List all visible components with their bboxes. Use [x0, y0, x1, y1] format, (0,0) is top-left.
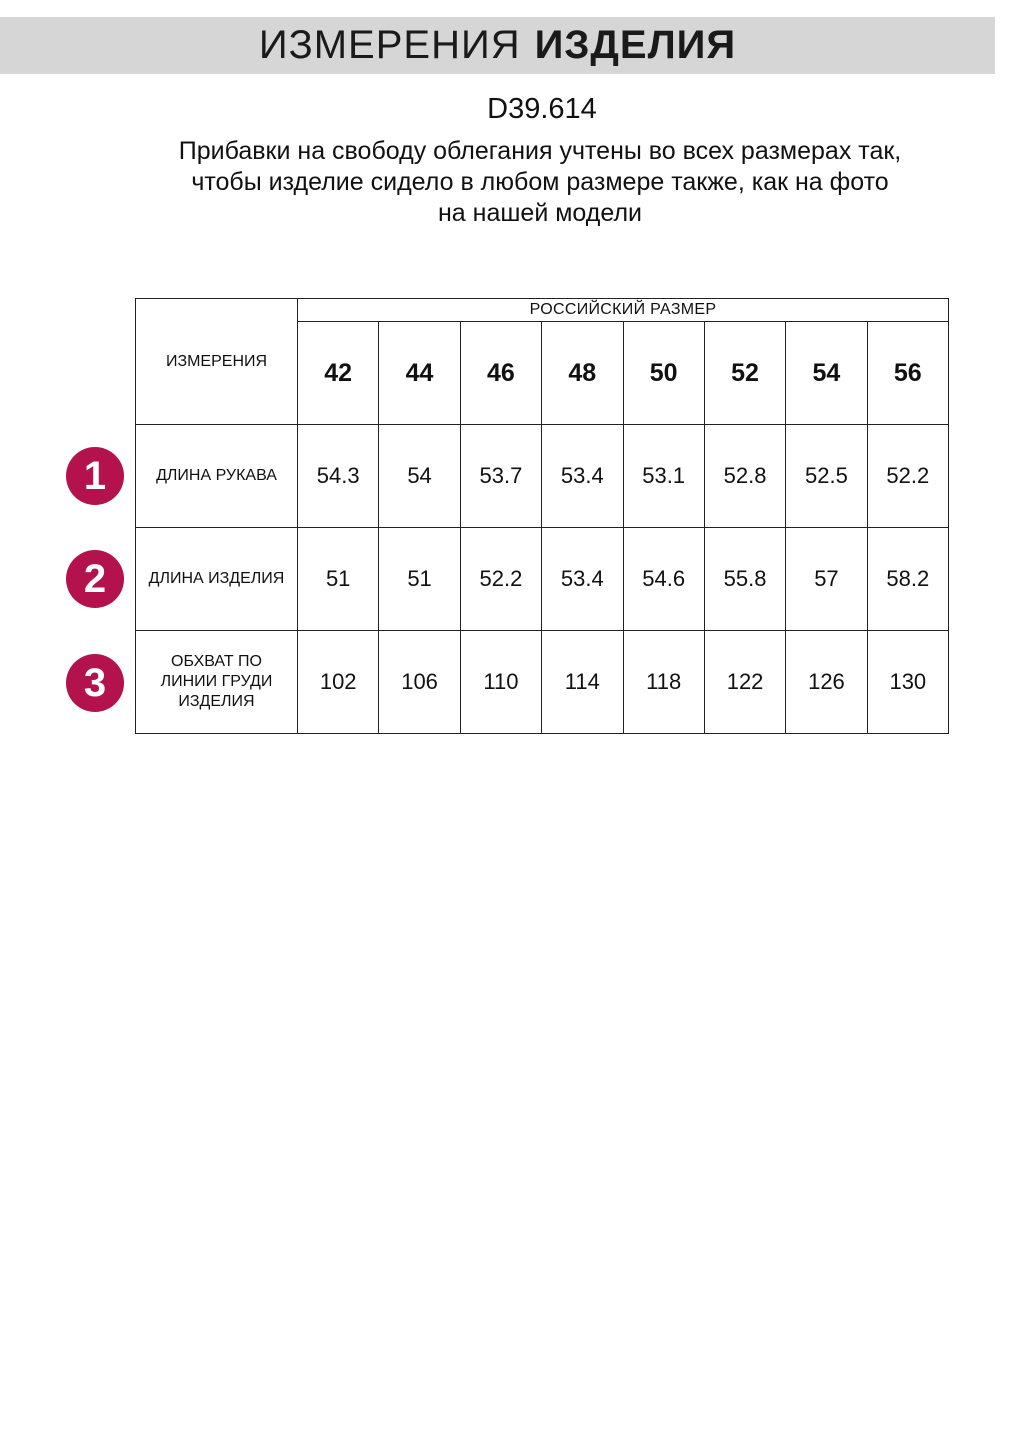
- table-cell: 118: [623, 631, 704, 734]
- row-label-chest-circumference: [136, 631, 298, 734]
- title-bold: ИЗДЕЛИЯ: [534, 23, 737, 67]
- table-cell: 52.2: [867, 425, 948, 528]
- row-number-badge: 2: [66, 550, 124, 608]
- row-label-line: ИЗДЕЛИЯ: [178, 693, 255, 710]
- table-row: [136, 528, 949, 631]
- table-cell: 53.7: [460, 425, 541, 528]
- size-header: 54: [786, 322, 867, 425]
- table-cell: 53.4: [542, 528, 623, 631]
- row-number-badge: 1: [66, 447, 124, 505]
- table-cell: 53.4: [542, 425, 623, 528]
- size-table: [135, 298, 949, 734]
- row-label-line: ОБХВАТ ПО: [171, 653, 262, 670]
- page-title-banner: [0, 17, 995, 74]
- title-regular: ИЗМЕРЕНИЯ: [258, 23, 521, 67]
- table-cell: 126: [786, 631, 867, 734]
- size-group-header: РОССИЙСКИЙ РАЗМЕР: [298, 299, 949, 322]
- table-cell: 54: [379, 425, 460, 528]
- fit-note-line: чтобы изделие сидело в любом размере также, как на фото: [191, 168, 889, 196]
- row-label-garment-length: ДЛИНА ИЗДЕЛИЯ: [136, 528, 298, 631]
- size-header: 52: [704, 322, 785, 425]
- table-cell: 51: [379, 528, 460, 631]
- size-header: 46: [460, 322, 541, 425]
- size-header: 50: [623, 322, 704, 425]
- fit-note-line: на нашей модели: [438, 199, 642, 227]
- row-label-sleeve-length: ДЛИНА РУКАВА: [136, 425, 298, 528]
- size-header: 42: [298, 322, 379, 425]
- table-cell: 130: [867, 631, 948, 734]
- table-cell: 114: [542, 631, 623, 734]
- size-header: 44: [379, 322, 460, 425]
- table-row: [136, 425, 949, 528]
- table-cell: 102: [298, 631, 379, 734]
- fit-note-line: Прибавки на свободу облегания учтены во всех размерах так,: [178, 137, 902, 165]
- product-code: D39.614: [487, 93, 597, 125]
- table-cell: 52.5: [786, 425, 867, 528]
- table-cell: 122: [704, 631, 785, 734]
- table-cell: 54.6: [623, 528, 704, 631]
- table-row: [136, 631, 949, 734]
- measure-column-header: ИЗМЕРЕНИЯ: [136, 299, 298, 425]
- table-cell: 58.2: [867, 528, 948, 631]
- table-cell: 54.3: [298, 425, 379, 528]
- table-cell: 57: [786, 528, 867, 631]
- table-cell: 52.8: [704, 425, 785, 528]
- fit-note: [60, 136, 1020, 229]
- table-cell: 53.1: [623, 425, 704, 528]
- table-cell: 55.8: [704, 528, 785, 631]
- table-cell: 106: [379, 631, 460, 734]
- row-label-line: ЛИНИИ ГРУДИ: [160, 673, 273, 690]
- size-header: 48: [542, 322, 623, 425]
- table-header-row: [136, 299, 949, 322]
- table-cell: 51: [298, 528, 379, 631]
- row-number-badge: 3: [66, 654, 124, 712]
- table-cell: 52.2: [460, 528, 541, 631]
- table-cell: 110: [460, 631, 541, 734]
- size-header: 56: [867, 322, 948, 425]
